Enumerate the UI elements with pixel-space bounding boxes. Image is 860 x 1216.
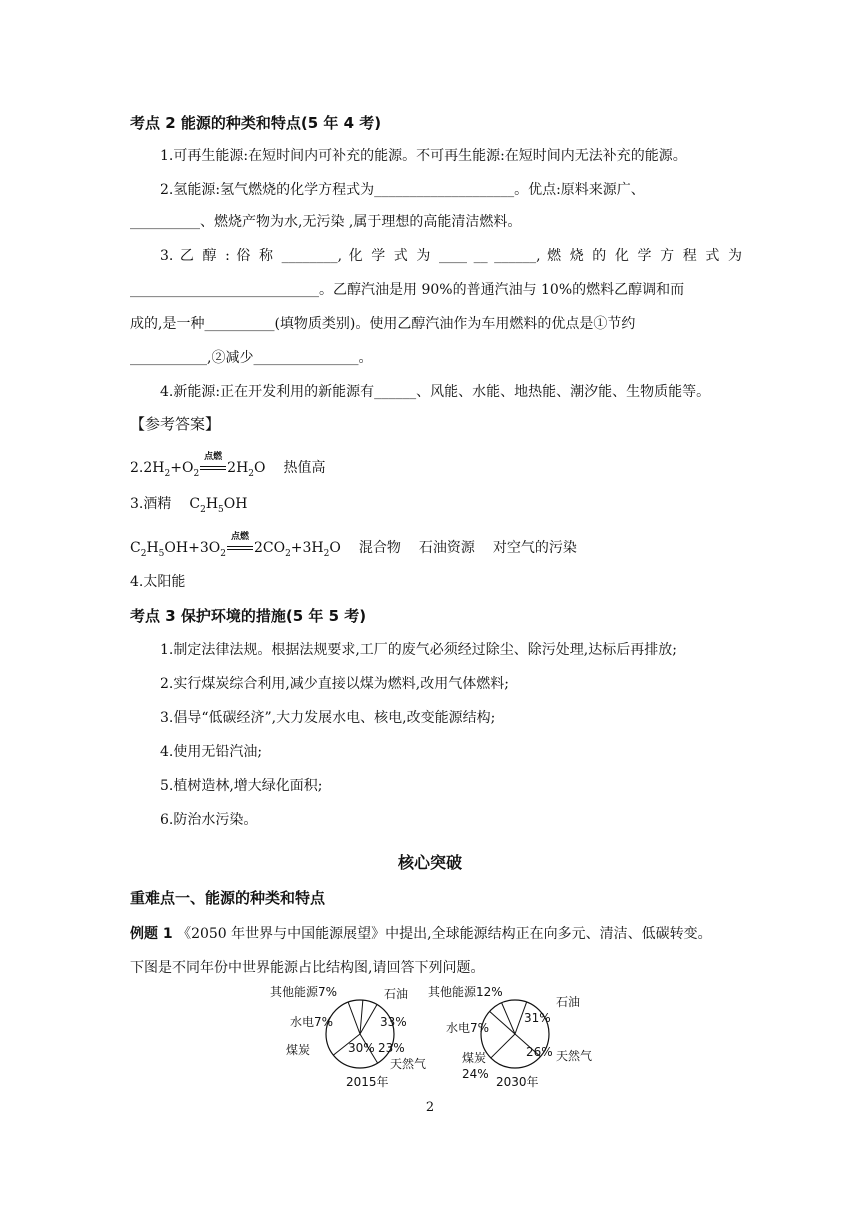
pie2-label-gas: 天然气 <box>556 1049 593 1063</box>
answer-2-note: 热值高 <box>283 460 326 476</box>
answer-3-line1: 3.酒精 $C_2H_5OH$ <box>130 496 248 515</box>
section3-item: 4.使用无铅汽油; <box>160 744 263 760</box>
answer-3-equation: 2CO <box>253 540 286 556</box>
pie2-value-coal: 24% <box>462 1067 489 1081</box>
section3-item: 6.防治水污染。 <box>160 812 258 828</box>
reaction-condition: 点燃 <box>204 452 223 462</box>
answer-3-formula: H <box>205 496 219 512</box>
answer-3-equation: H <box>146 540 159 556</box>
pie2-value-gas: 26% <box>526 1045 553 1059</box>
section2-item2-line2: __________、燃烧产物为水,无污染 ,属于理想的高能清洁燃料。 <box>130 214 522 230</box>
answer-2: $2.2H_2+O_2$ 点燃 $2H_2O$ 热值高 <box>130 452 326 479</box>
example-line1 <box>130 924 742 944</box>
pie-charts-svg <box>270 982 610 1092</box>
core-subtitle: 重难点一、能源的种类和特点 <box>130 889 326 907</box>
answer-3-text: 3.酒精 <box>130 496 172 512</box>
page-number: 2 <box>425 1100 435 1115</box>
section3-item: 3.倡导“低碳经济”,大力发展水电、核电,改变能源结构; <box>160 710 496 726</box>
section2-item3-line1: 3. 乙 醇 : 俗 称 ________, 化 学 式 为 ____ __ ______, 燃 烧 的 化 学 方 程 式 为 <box>160 248 742 264</box>
pie1-value-oil: 33% <box>380 1015 407 1029</box>
answer-3-equation: OH+3O <box>164 540 221 556</box>
pie1-caption: 2015年 <box>346 1075 389 1089</box>
example-text: 《2050 年世界与中国能源展望》中提出,全球能源结构正在向多元、清洁、低碳转变。 <box>177 926 712 942</box>
answer-2-text: 2.2H <box>130 460 165 476</box>
pie1-label-coal: 煤炭 <box>286 1043 311 1057</box>
section2-item3-line2: ___________________________。乙醇汽油是用 90%的普通汽油与 10%的燃料乙醇调和而 <box>130 282 685 298</box>
answer-2-text: +O <box>170 460 194 476</box>
reaction-arrow <box>200 452 226 474</box>
pie1-value-coal: 30% <box>348 1041 375 1055</box>
section2-title: 考点 2 能源的种类和特点(5 年 4 考) <box>130 114 382 132</box>
answer-3-equation: C <box>130 540 141 556</box>
answer-3-note: 混合物 <box>358 540 401 556</box>
answer-3-note: 对空气的污染 <box>492 540 577 556</box>
answer-3-equation: O <box>329 540 341 556</box>
answer-2-text: O <box>254 460 266 476</box>
section2-item2-line1: 2.氢能源:氢气燃烧的化学方程式为____________________。优点:原料来源广、 <box>160 182 645 198</box>
section2-item3-line4: ___________,②减少_______________。 <box>130 350 373 366</box>
pie1-label-hydro: 水电7% <box>290 1015 334 1029</box>
pie2-value-oil: 31% <box>524 1011 551 1025</box>
pie2-label-other: 其他能源12% <box>428 985 503 999</box>
example-label: 例题 1 <box>130 926 173 942</box>
pie-chart-2015 <box>326 1000 394 1068</box>
section3-item: 5.植树造林,增大绿化面积; <box>160 778 323 794</box>
section2-item4: 4.新能源:正在开发利用的新能源有______、风能、水能、地热能、潮汐能、生物质能等。 <box>160 384 711 400</box>
answer-2-text: 2H <box>227 460 249 476</box>
reaction-arrow <box>227 532 253 554</box>
answers-title: 【参考答案】 <box>130 415 221 433</box>
answer-4: 4.太阳能 <box>130 574 186 590</box>
example-line2: 下图是不同年份中世界能源占比结构图,请回答下列问题。 <box>130 960 485 976</box>
core-title: 核心突破 <box>397 853 462 872</box>
pie2-label-hydro: 水电7% <box>446 1021 490 1035</box>
energy-pie-charts <box>270 982 610 1092</box>
pie2-label-coal: 煤炭 <box>462 1051 487 1065</box>
pie1-value-gas: 23% <box>378 1041 405 1055</box>
section3-title: 考点 3 保护环境的措施(5 年 5 考) <box>130 607 367 625</box>
pie1-label-oil: 石油 <box>384 987 409 1001</box>
answer-3-formula: C <box>189 496 201 512</box>
pie1-label-gas: 天然气 <box>390 1057 427 1071</box>
section2-item1: 1.可再生能源:在短时间内可补充的能源。不可再生能源:在短时间内无法补充的能源。 <box>160 148 687 164</box>
pie1-label-other: 其他能源7% <box>270 985 338 999</box>
answer-3-formula: OH <box>223 496 248 512</box>
pie2-label-oil: 石油 <box>556 995 581 1009</box>
answer-3-equation: +3H <box>290 540 324 556</box>
reaction-condition: 点燃 <box>230 532 249 542</box>
answer-3-note: 石油资源 <box>418 540 475 556</box>
pie2-caption: 2030年 <box>496 1075 539 1089</box>
section3-item: 2.实行煤炭综合利用,减少直接以煤为燃料,改用气体燃料; <box>160 676 509 692</box>
section3-item: 1.制定法律法规。根据法规要求,工厂的废气必须经过除尘、除污处理,达标后再排放; <box>160 642 677 658</box>
section2-item3-line3: 成的,是一种__________(填物质类别)。使用乙醇汽油作为车用燃料的优点是①节约 <box>130 316 636 332</box>
answer-3-line2: $C_2H_5OH+3O_2$ 点燃 $2CO_2+3H_2O$ 混合物 石油资源 对空气的污染 <box>130 532 577 559</box>
